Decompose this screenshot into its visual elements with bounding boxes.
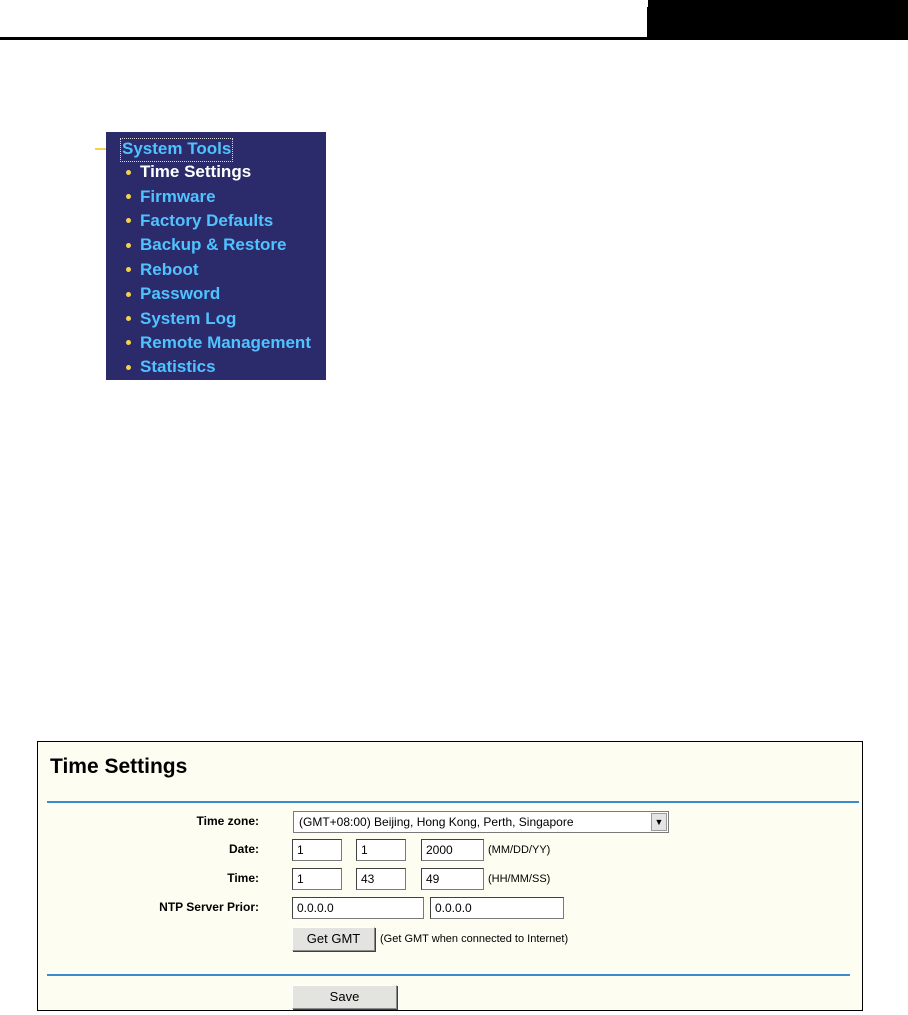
bullet-icon: [126, 267, 131, 272]
menu-item-label: Password: [140, 284, 221, 304]
menu-list: [106, 160, 311, 380]
bullet-icon: [126, 243, 131, 248]
time-row: [38, 868, 862, 890]
menu-item-system-log[interactable]: [106, 306, 311, 330]
bullet-icon: [126, 316, 131, 321]
bullet-icon: [126, 365, 131, 370]
time-minute-input[interactable]: [356, 868, 406, 890]
bullet-icon: [126, 170, 131, 175]
bullet-icon: [126, 218, 131, 223]
page-header-block: [647, 0, 908, 38]
ntp-server-primary-input[interactable]: [292, 897, 424, 919]
ntp-server-secondary-input[interactable]: [430, 897, 564, 919]
time-zone-label: Time zone:: [196, 814, 259, 828]
menu-item-label: Time Settings: [140, 162, 252, 182]
date-month-input[interactable]: [292, 839, 342, 861]
menu-item-label: Reboot: [140, 259, 199, 279]
date-year-input[interactable]: [421, 839, 484, 861]
menu-item-label: Firmware: [140, 186, 216, 206]
time-zone-value: (GMT+08:00) Beijing, Hong Kong, Perth, Singapore: [299, 815, 574, 829]
menu-item-label: Factory Defaults: [140, 210, 274, 230]
bullet-icon: [126, 194, 131, 199]
time-zone-row: [38, 811, 862, 833]
menu-item-remote-management[interactable]: [106, 331, 311, 355]
menu-item-backup-restore[interactable]: [106, 233, 311, 257]
time-settings-panel: [37, 741, 863, 1011]
page-header-tick: [647, 0, 648, 7]
bullet-icon: [126, 292, 131, 297]
divider: [47, 801, 859, 803]
menu-item-label: System Log: [140, 308, 237, 328]
menu-item-label: Remote Management: [140, 332, 311, 352]
menu-item-firmware[interactable]: [106, 184, 311, 208]
menu-title-system-tools[interactable]: System Tools: [120, 138, 233, 162]
divider: [47, 974, 850, 976]
panel-title: Time Settings: [50, 755, 188, 778]
menu-item-label: Statistics: [140, 357, 216, 377]
time-second-input[interactable]: [421, 868, 484, 890]
menu-item-factory-defaults[interactable]: [106, 209, 311, 233]
menu-item-label: Backup & Restore: [140, 235, 287, 255]
dropdown-arrow-icon[interactable]: ▼: [651, 813, 667, 831]
get-gmt-button[interactable]: Get GMT: [292, 927, 375, 951]
time-hour-input[interactable]: [292, 868, 342, 890]
date-row: [38, 839, 862, 861]
menu-item-reboot[interactable]: [106, 258, 311, 282]
date-label: Date:: [228, 842, 259, 856]
time-label: Time:: [227, 871, 259, 885]
ntp-row: [38, 897, 862, 919]
bullet-icon: [126, 340, 131, 345]
menu-item-password[interactable]: [106, 282, 311, 306]
date-format-hint: (MM/DD/YY): [488, 844, 551, 856]
time-zone-select[interactable]: [293, 811, 669, 833]
get-gmt-hint: (Get GMT when connected to Internet): [380, 933, 569, 945]
save-button[interactable]: Save: [292, 985, 397, 1009]
date-day-input[interactable]: [356, 839, 406, 861]
time-format-hint: (HH/MM/SS): [488, 873, 551, 885]
ntp-label: NTP Server Prior:: [159, 900, 259, 914]
get-gmt-row: [38, 927, 862, 949]
collapse-dash-icon[interactable]: [95, 148, 106, 150]
menu-item-time-settings[interactable]: [106, 160, 311, 184]
menu-item-statistics[interactable]: [106, 355, 311, 379]
